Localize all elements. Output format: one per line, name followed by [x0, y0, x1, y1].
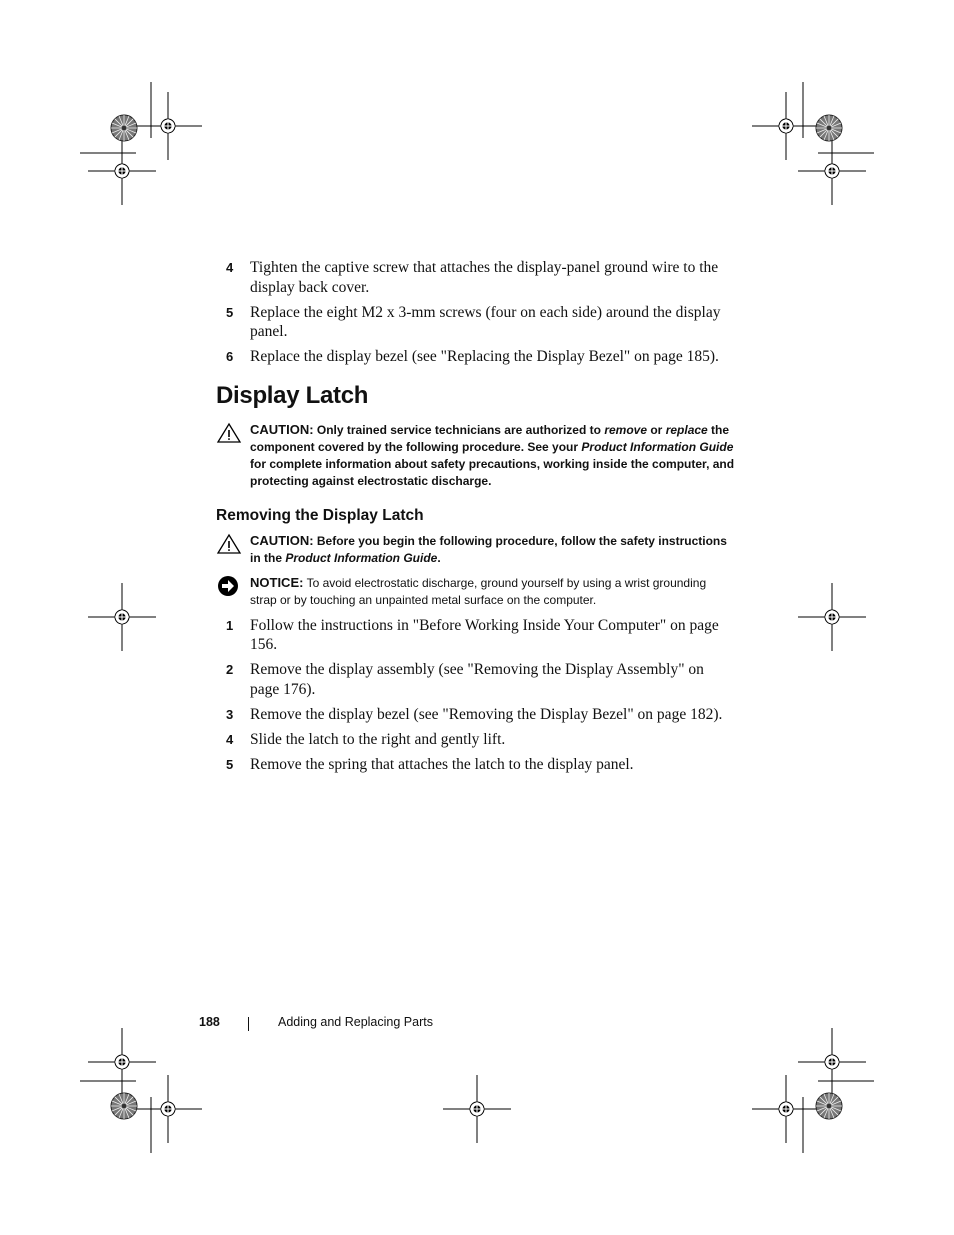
notice-arrow-icon [216, 575, 242, 597]
step-number: 4 [226, 731, 234, 747]
step-number: 4 [226, 260, 234, 275]
list-item [216, 303, 736, 342]
caution-emphasis: replace [665, 422, 708, 437]
step-number: 2 [226, 662, 234, 677]
subsection-title: Removing the Display Latch [216, 506, 424, 524]
caution-guide-title: Product Information Guide [581, 439, 734, 454]
warning-triangle-icon [216, 533, 242, 555]
caution-label: CAUTION: [250, 532, 314, 548]
step-text: Follow the instructions in "Before Working Inside Your Computer" on page 156. [250, 616, 719, 653]
step-text: Replace the display bezel (see "Replacing the Display Bezel" on page 185). [250, 348, 719, 365]
caution-text: or [647, 422, 666, 437]
step-number: 5 [226, 756, 234, 772]
list-item [216, 258, 736, 297]
step-text: Remove the spring that attaches the latch to the display panel. [250, 755, 634, 773]
list-item [216, 616, 736, 655]
list-item [216, 660, 736, 699]
section-title: Display Latch [216, 381, 369, 409]
warning-triangle-icon [216, 422, 242, 444]
caution-text: for complete information about safety precautions, working inside the computer, and protecting against electrostatic discharge. [250, 456, 735, 488]
steps-top [216, 258, 736, 367]
steps-bottom [216, 616, 736, 775]
step-text: Tighten the captive screw that attaches the display-panel ground wire to the display back cover. [250, 259, 719, 296]
caution-block [216, 421, 736, 490]
caution-block [216, 532, 736, 567]
list-item [216, 347, 736, 367]
caution-text: Only trained service technicians are authorized to [313, 422, 605, 437]
caution-label: CAUTION: [250, 421, 314, 437]
chapter-title: Adding and Replacing Parts [278, 1015, 433, 1029]
notice-text: To avoid electrostatic discharge, ground yourself by using a wrist grounding strap or by touching an unpainted metal surface on the computer. [250, 575, 707, 607]
notice-label: NOTICE: [250, 574, 304, 590]
list-item [216, 755, 736, 775]
notice-block [216, 574, 736, 609]
page-content [216, 258, 736, 780]
step-text: Remove the display assembly (see "Removing the Display Assembly" on page 176). [250, 661, 704, 698]
page-number: 188 [199, 1015, 220, 1029]
step-number: 1 [226, 617, 234, 633]
step-number: 3 [226, 706, 234, 722]
step-text: Slide the latch to the right and gently lift. [250, 730, 506, 748]
caution-text: the component covered by the following procedure. See your [250, 422, 730, 454]
step-number: 6 [226, 349, 234, 364]
step-text: Remove the display bezel (see "Removing the Display Bezel" on page 182). [250, 705, 723, 723]
list-item [216, 705, 736, 725]
caution-text: Before you begin the following procedure, follow the safety instructions in the [250, 533, 727, 565]
caution-text: . [437, 550, 441, 565]
step-number: 5 [226, 304, 234, 320]
caution-emphasis: remove [604, 422, 648, 437]
caution-guide-title: Product Information Guide [285, 550, 438, 565]
footer-divider [248, 1017, 249, 1031]
step-text: Replace the eight M2 x 3-mm screws (four on each side) around the display panel. [250, 303, 721, 340]
list-item [216, 730, 736, 750]
